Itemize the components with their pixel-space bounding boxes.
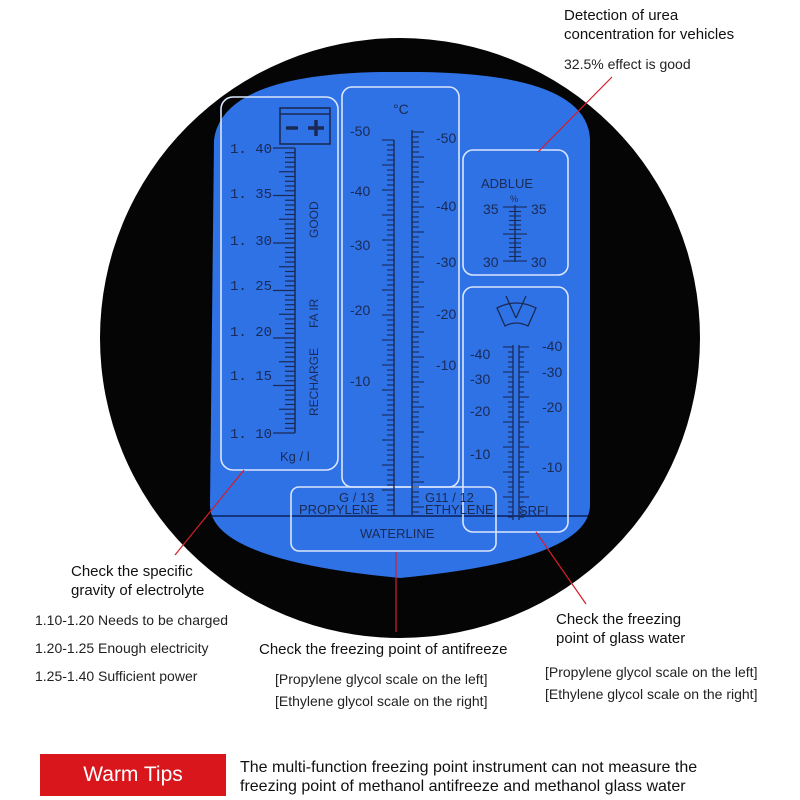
adblue-tick-label: 30 (483, 254, 499, 270)
waterline-label: WATERLINE (360, 526, 435, 541)
battery-tick-label: 1. 35 (230, 187, 273, 203)
glass-right-tick-label: -20 (542, 399, 563, 415)
glass-note: [Ethylene glycol scale on the right] (545, 686, 758, 702)
battery-zone-fair: FA IR (307, 298, 321, 328)
urea-title (564, 6, 734, 44)
antifreeze-right-tick-label: -20 (436, 306, 457, 322)
antifreeze-left-tick-label: -50 (350, 123, 371, 139)
battery-zone-good: GOOD (307, 201, 321, 238)
antifreeze-left-tick-label: -10 (350, 373, 371, 389)
ethylene-scale-label: G11 / 12 (425, 490, 474, 505)
battery-title-line: gravity of electrolyte (71, 582, 205, 599)
battery-zone-recharge: RECHARGE (307, 347, 321, 416)
ethylene-scale-name: ETHYLENE (425, 502, 494, 517)
adblue-title: ADBLUE (481, 176, 534, 191)
battery-unit: Kg / l (280, 449, 310, 464)
warm-tips-line: freezing point of methanol antifreeze and methanol glass water (240, 778, 686, 795)
antifreeze-right-tick-label: -30 (436, 254, 457, 270)
antifreeze-right-tick-label: -10 (436, 357, 457, 373)
glass-scale-label: SRFI (519, 503, 549, 518)
warm-tips-text (240, 758, 697, 796)
glass-title-line: point of glass water (556, 630, 686, 647)
propylene-scale-name: PROPYLENE (299, 502, 379, 517)
glass-right-tick-label: -40 (542, 338, 563, 354)
battery-tick-label: 1. 15 (230, 369, 273, 385)
battery-tick-label: 1. 20 (230, 325, 273, 341)
adblue-tick-label: 35 (483, 201, 499, 217)
antifreeze-unit: °C (393, 101, 409, 117)
urea-note: 32.5% effect is good (564, 56, 691, 72)
antifreeze-right-tick-label: -50 (436, 130, 457, 146)
glass-title (556, 610, 685, 648)
glass-left-tick-label: -40 (470, 346, 491, 362)
propylene-scale-label: G / 13 (339, 490, 375, 505)
battery-tick-label: 1. 40 (230, 142, 273, 158)
warm-tips-badge (40, 754, 226, 796)
antifreeze-left-tick-label: -40 (350, 183, 371, 199)
adblue-tick-label: 35 (531, 201, 547, 217)
glass-title-line: Check the freezing (556, 611, 682, 628)
antifreeze-right-tick-label: -40 (436, 198, 457, 214)
glass-left-tick-label: -10 (470, 446, 491, 462)
glass-left-tick-label: -20 (470, 403, 491, 419)
battery-note: 1.20-1.25 Enough electricity (35, 640, 209, 656)
adblue-percent: % (510, 194, 519, 204)
antifreeze-note: [Ethylene glycol scale on the right] (275, 693, 488, 709)
antifreeze-title: Check the freezing point of antifreeze (259, 641, 508, 658)
glass-note: [Propylene glycol scale on the left] (545, 664, 758, 680)
battery-tick-label: 1. 30 (230, 234, 273, 250)
glass-left-tick-label: -30 (470, 371, 491, 387)
battery-tick-label: 1. 10 (230, 427, 273, 443)
antifreeze-left-tick-label: -30 (350, 237, 371, 253)
urea-title-line: concentration for vehicles (564, 26, 735, 43)
battery-note: 1.10-1.20 Needs to be charged (35, 612, 229, 628)
antifreeze-left-tick-label: -20 (350, 302, 371, 318)
glass-right-tick-label: -10 (542, 459, 563, 475)
urea-title-line: Detection of urea (564, 7, 679, 24)
battery-title-line: Check the specific (71, 563, 193, 580)
battery-tick-label: 1. 25 (230, 279, 273, 295)
antifreeze-note: [Propylene glycol scale on the left] (275, 671, 488, 687)
adblue-tick-label: 30 (531, 254, 547, 270)
warm-tips-label: Warm Tips (83, 763, 183, 786)
battery-note: 1.25-1.40 Sufficient power (35, 668, 198, 684)
glass-right-tick-label: -30 (542, 364, 563, 380)
battery-title (71, 562, 204, 600)
warm-tips-line: The multi-function freezing point instrument can not measure the (240, 759, 698, 776)
